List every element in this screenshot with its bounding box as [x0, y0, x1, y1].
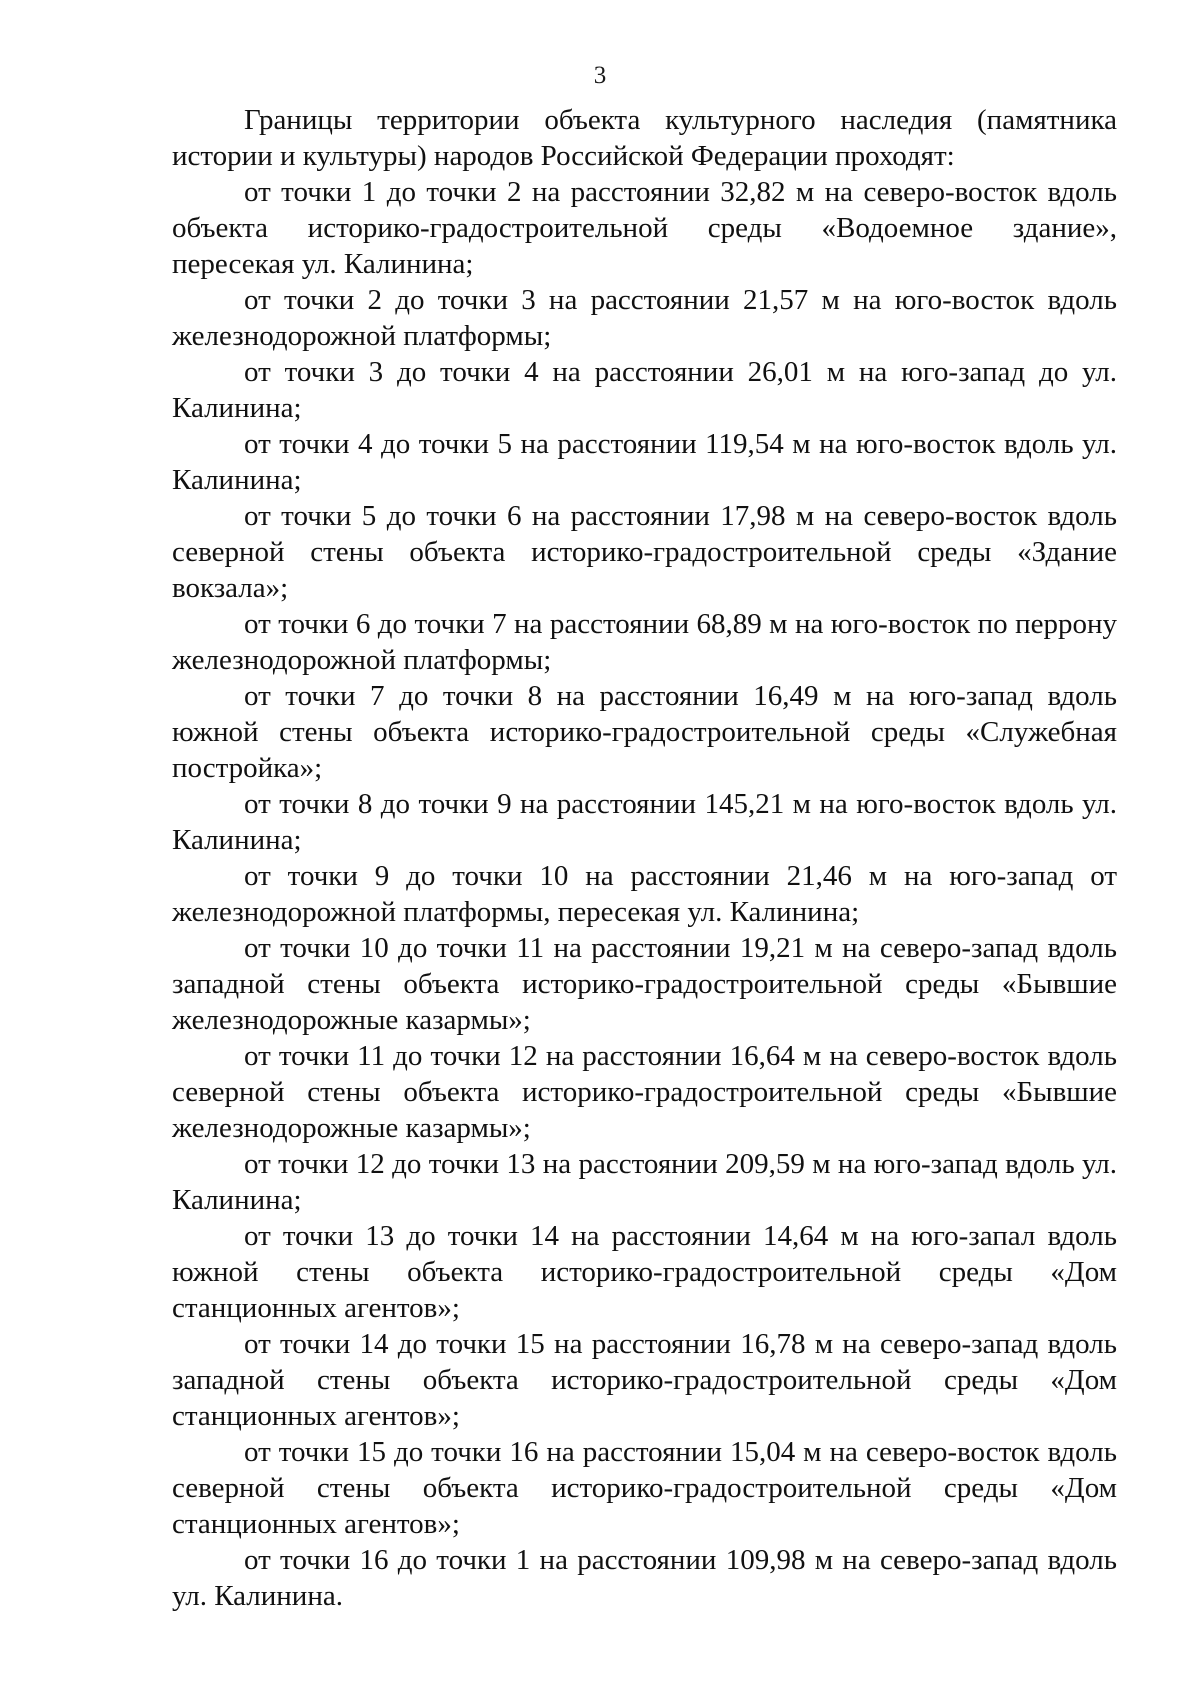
boundary-segment-13-14: от точки 13 до точки 14 на расстоянии 14,64 м на юго-запал вдоль южной стены объекта историко-градостроительной среды «Дом станционных агентов»; [172, 1220, 1117, 1324]
boundary-segment-6-7: от точки 6 до точки 7 на расстоянии 68,89 м на юго-восток по перрону железнодорожной платформы; [172, 608, 1117, 676]
boundary-segment-10-11: от точки 10 до точки 11 на расстоянии 19,21 м на северо-запад вдоль западной стены объекта историко-градостроительной среды «Бывшие железнодорожные казармы»; [172, 932, 1117, 1036]
boundary-segment-9-10: от точки 9 до точки 10 на расстоянии 21,46 м на юго-запад от железнодорожной платформы, пересекая ул. Калинина; [172, 860, 1117, 928]
intro-paragraph: Границы территории объекта культурного наследия (памятника истории и культуры) народов Российской Федерации проходят: [172, 104, 1117, 172]
boundary-segment-14-15: от точки 14 до точки 15 на расстоянии 16,78 м на северо-запад вдоль западной стены объекта историко-градостроительной среды «Дом станционных агентов»; [172, 1328, 1117, 1432]
boundary-segment-2-3: от точки 2 до точки 3 на расстоянии 21,57 м на юго-восток вдоль железнодорожной платформы; [172, 284, 1117, 352]
page-number: 3 [593, 62, 607, 89]
boundary-segment-15-16: от точки 15 до точки 16 на расстоянии 15,04 м на северо-восток вдоль северной стены объекта историко-градостроительной среды «Дом станционных агентов»; [172, 1436, 1117, 1540]
boundary-segment-3-4: от точки 3 до точки 4 на расстоянии 26,01 м на юго-запад до ул. Калинина; [172, 356, 1117, 424]
boundary-segment-16-1: от точки 16 до точки 1 на расстоянии 109,98 м на северо-запад вдоль ул. Калинина. [172, 1544, 1117, 1612]
boundary-description [172, 102, 1117, 1614]
boundary-segment-1-2: от точки 1 до точки 2 на расстоянии 32,82 м на северо-восток вдоль объекта историко-градостроительной среды «Водоемное здание», пересекая ул. Калинина; [172, 176, 1117, 280]
boundary-segment-8-9: от точки 8 до точки 9 на расстоянии 145,21 м на юго-восток вдоль ул. Калинина; [172, 788, 1117, 856]
boundary-segment-7-8: от точки 7 до точки 8 на расстоянии 16,49 м на юго-запад вдоль южной стены объекта историко-градостроительной среды «Служебная постройка»; [172, 680, 1117, 784]
boundary-segment-5-6: от точки 5 до точки 6 на расстоянии 17,98 м на северо-восток вдоль северной стены объекта историко-градостроительной среды «Здание вокзала»; [172, 500, 1117, 604]
boundary-segment-12-13: от точки 12 до точки 13 на расстоянии 209,59 м на юго-запад вдоль ул. Калинина; [172, 1148, 1117, 1216]
boundary-segment-4-5: от точки 4 до точки 5 на расстоянии 119,54 м на юго-восток вдоль ул. Калинина; [172, 428, 1117, 496]
boundary-segment-11-12: от точки 11 до точки 12 на расстоянии 16,64 м на северо-восток вдоль северной стены объекта историко-градостроительной среды «Бывшие железнодорожные казармы»; [172, 1040, 1117, 1144]
